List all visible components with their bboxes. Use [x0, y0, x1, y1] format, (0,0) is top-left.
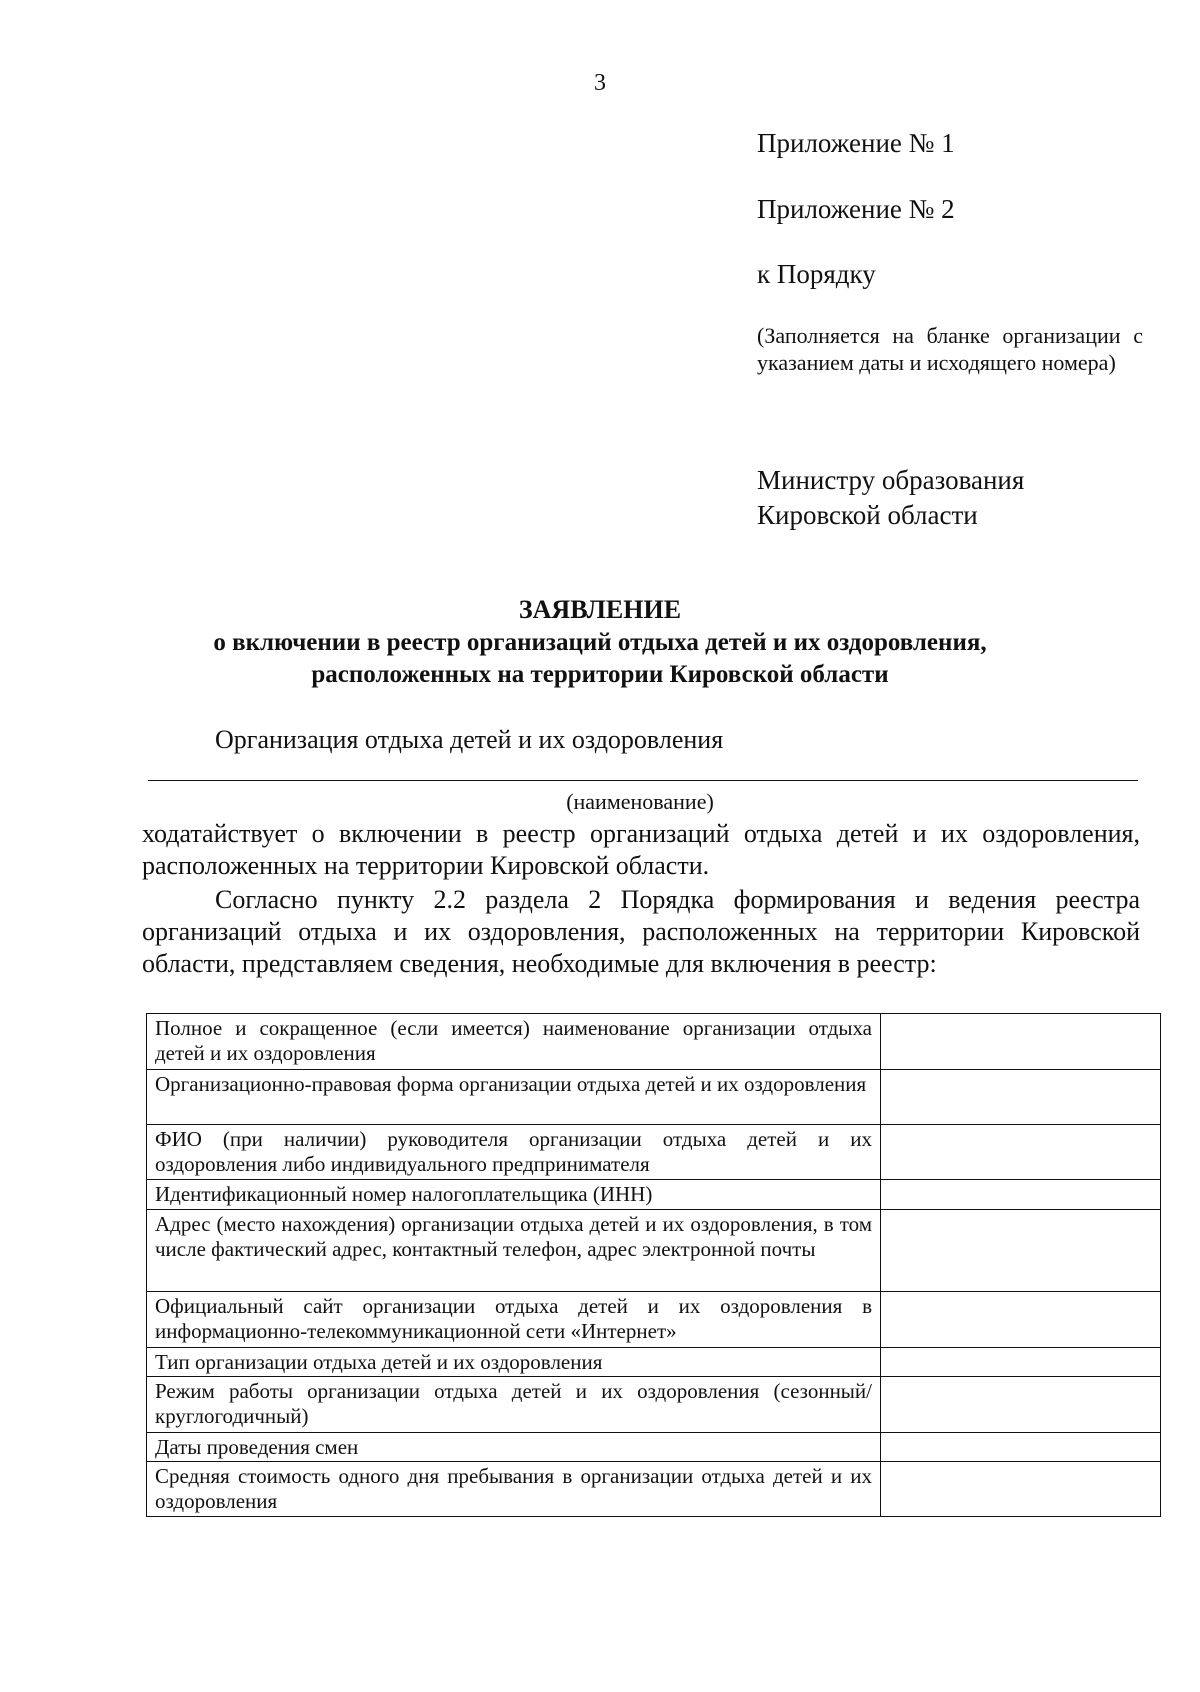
- table-row-value-field[interactable]: [881, 1377, 1161, 1433]
- document-subtitle-line-2: расположенных на территории Кировской области: [311, 661, 889, 688]
- table-row-label: Полное и сокращенное (если имеется) наименование организации отдыха детей и их оздоровления: [147, 1014, 881, 1070]
- fill-instruction-note: (Заполняется на бланке организации с указанием даты и исходящего номера): [757, 323, 1143, 375]
- page-number: 3: [594, 70, 606, 96]
- appendix-2-heading: Приложение № 2: [757, 194, 955, 224]
- table-row-label: Средняя стоимость одного дня пребывания в организации отдыха детей и их оздоровления: [147, 1462, 881, 1517]
- table-row-value-field[interactable]: [881, 1292, 1161, 1348]
- organization-name-caption: (наименование): [566, 789, 714, 814]
- table-row-label: Даты проведения смен: [147, 1433, 881, 1462]
- table-row-label: Адрес (место нахождения) организации отдыха детей и их оздоровления, в том числе фактический адрес, контактный телефон, адрес электронной почты: [147, 1210, 881, 1292]
- document-subtitle-line-1: о включении в реестр организаций отдыха детей и их оздоровления,: [213, 629, 987, 656]
- table-row: [147, 1070, 1161, 1125]
- appendix-1-heading: Приложение № 1: [757, 128, 955, 158]
- table-row: [147, 1292, 1161, 1348]
- table-row-value-field[interactable]: [881, 1433, 1161, 1462]
- addressee-line-2: Кировской области: [757, 500, 978, 530]
- table-row-label: Идентификационный номер налогоплательщика (ИНН): [147, 1180, 881, 1210]
- table-row: [147, 1377, 1161, 1433]
- information-paragraph: Согласно пункту 2.2 раздела 2 Порядка формирования и ведения реестра организаций отдыха и их оздоровления, расположенных на территории Кировской области, представляем сведения, необходимые для включения в реестр:: [142, 885, 1140, 978]
- table-row: [147, 1348, 1161, 1377]
- organization-name-blank-line: [148, 780, 1138, 781]
- organization-info-table: [146, 1013, 1161, 1517]
- table-row: [147, 1210, 1161, 1292]
- organization-intro-text: Организация отдыха детей и их оздоровления: [215, 725, 724, 754]
- table-row: [147, 1180, 1161, 1210]
- table-row-value-field[interactable]: [881, 1014, 1161, 1070]
- table-row-value-field[interactable]: [881, 1070, 1161, 1125]
- table-row-label: ФИО (при наличии) руководителя организации отдыха детей и их оздоровления либо индивидуального предпринимателя: [147, 1125, 881, 1180]
- table-row-label: Тип организации отдыха детей и их оздоровления: [147, 1348, 881, 1377]
- table-row-label: Официальный сайт организации отдыха детей и их оздоровления в информационно-телекоммуникационной сети «Интернет»: [147, 1292, 881, 1348]
- addressee-line-1: Министру образования: [757, 465, 1025, 495]
- petition-paragraph: ходатайствует о включении в реестр организаций отдыха детей и их оздоровления, расположенных на территории Кировской области.: [142, 819, 1140, 880]
- table-row-value-field[interactable]: [881, 1348, 1161, 1377]
- to-order-heading: к Порядку: [757, 259, 876, 289]
- table-row-label: Режим работы организации отдыха детей и их оздоровления (сезонный/круглогодичный): [147, 1377, 881, 1433]
- addressee-block: [757, 463, 1024, 533]
- table-row: [147, 1462, 1161, 1517]
- table-row-value-field[interactable]: [881, 1210, 1161, 1292]
- table-row: [147, 1125, 1161, 1180]
- table-row-value-field[interactable]: [881, 1462, 1161, 1517]
- table-row-label: Организационно-правовая форма организации отдыха детей и их оздоровления: [147, 1070, 881, 1125]
- table-row: [147, 1014, 1161, 1070]
- table-row-value-field[interactable]: [881, 1180, 1161, 1210]
- document-title: ЗАЯВЛЕНИЕ: [518, 595, 682, 624]
- table-row: [147, 1433, 1161, 1462]
- table-row-value-field[interactable]: [881, 1125, 1161, 1180]
